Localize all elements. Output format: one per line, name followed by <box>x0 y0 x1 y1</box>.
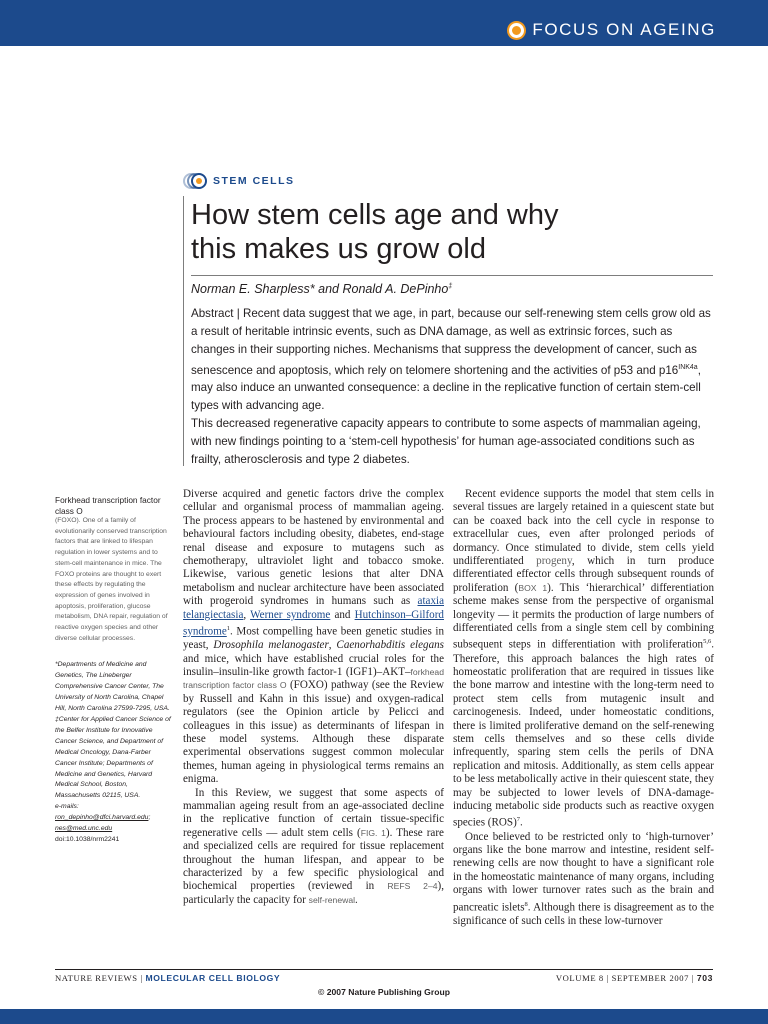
body-column-2 <box>453 488 714 928</box>
text-run: . Therefore, this approach balances the high rates of homeostatic proliferation that are required in tissues like the bone marrow and intestine with the long-term need to protect stem cells from mutagenic insult and carcinogenesis. Indeed, under homeostatic conditions, there is limited proliferative demand on the self-renewing stem cells themselves and so these cells divide infrequently, sparing stem cells the perils of DNA replication and mitosis. Additionally, as stem cells appear to be less metabolically active in their quiescent state, they may be subjected to lower levels of DNA-damage-inducing metabolic side products such as reactive oxygen species (ROS) <box>453 639 714 830</box>
footer-banner <box>0 1009 768 1024</box>
reference-mark: 5,6 <box>703 638 712 646</box>
abstract <box>191 305 713 469</box>
text-run: ). This ‘hierarchical’ differentiation scheme makes sense from the perspective of organismal longevity — it permits the production of large numbers of differentiated cells from a single stem cell by combining subsequent steps in differentiation with proliferation <box>453 581 714 652</box>
link-ataxia-telangiectasia[interactable]: ataxia telangiectasia <box>183 595 444 621</box>
figure-reference[interactable]: FIG. 1 <box>360 827 386 838</box>
glossary-term-link: forkhead transcription factor class O <box>183 666 444 691</box>
text-run: , which in turn produce differentiated effector cells through subsequent rounds of proliferation ( <box>453 555 714 594</box>
footer-journal-name: MOLECULAR CELL BIOLOGY <box>145 973 281 983</box>
emails-label: e-mails: <box>55 803 79 811</box>
section-title: FOCUS ON AGEING <box>532 20 716 39</box>
text-run: , <box>243 608 251 621</box>
doi: doi:10.1038/nrm2241 <box>55 835 120 843</box>
sidebar <box>55 495 173 846</box>
abstract-paragraph-1 <box>191 305 713 415</box>
box-reference[interactable]: BOX 1 <box>518 582 548 593</box>
reference-mark: 1 <box>226 625 231 633</box>
references-link[interactable]: REFS 2–4 <box>387 881 438 892</box>
title-rule <box>191 275 713 276</box>
emails <box>55 802 173 835</box>
section-label <box>509 20 716 40</box>
text-run: In this Review, we suggest that some aspects of mammalian ageing result from an age-associated decline in the replicative function of certain tissue-specific regenerative cells — adult stem cells ( <box>183 786 444 839</box>
abstract-text-b: , may also induce an unwanted consequence: a decline in the replicative function of certain stem-cell types with advancing age. <box>191 363 701 413</box>
footer-separator: | <box>137 973 146 983</box>
author-list <box>191 282 452 296</box>
affiliation-2: ‡Center for Applied Cancer Science of the Belfer Institute for Innovative Cancer Science, and Department of Medical Oncology, Dana-Farber Cancer Institute; Departments of Medicine and Genetics, Harvard Medical School, Boston, Massachusetts 02115, USA. <box>55 715 171 800</box>
rings-icon <box>183 172 209 190</box>
col1-paragraph-2 <box>183 787 444 908</box>
text-run: ), particularly the capacity for <box>183 880 444 906</box>
author-1: Norman E. Sharpless* <box>191 282 315 296</box>
reference-mark: 7 <box>516 816 521 824</box>
link-hutchinson-gilford-syndrome[interactable]: Hutchinson–Gilford syndrome <box>183 608 444 638</box>
text-run: Diverse acquired and genetic factors drive the complex cellular and organismal process of mammalian ageing. The process appears to be hastened by environmental and behavioural factors including obesity, diabetes, end-stage renal disease and exposure to mutagens such as chemotherapy, ultraviolet light and tobacco smoke. Likewise, various genetic lesions that alter DNA metabolism and nuclear architecture have been associated with progeroid syndromes in humans such as <box>183 488 444 608</box>
footer-rule <box>55 969 713 970</box>
reference-mark: 8 <box>524 900 528 908</box>
affiliation-1: *Departments of Medicine and Genetics, The Lineberger Comprehensive Cancer Center, The University of North Carolina, Chapel Hill, North Carolina 27599-7295, USA. <box>55 661 170 713</box>
category-label <box>183 172 295 190</box>
abstract-paragraph-2: This decreased regenerative capacity appears to contribute to some aspects of mammalian ageing, with new findings pointing to a ‘stem-cell hypothesis’ for human age-associated conditions such as frailty, atherosclerosis and type 2 diabetes. <box>191 417 701 467</box>
text-run: . <box>520 817 523 830</box>
col1-paragraph-1 <box>183 488 444 787</box>
link-werner-syndrome[interactable]: Werner syndrome <box>250 608 331 621</box>
text-run: Once believed to be restricted only to ‘high-turnover’ organs like the bone marrow and intestine, resident self-renewing cells are now thought to have a significant role in the homeostatic maintenance of many organs, including organs with lower turnover rates such as the brain and pancreatic islets <box>453 830 714 914</box>
text-run: (FOXO) pathway (see the Review by Russell and Kahn in this issue) and oxygen-radical regulators (see the Opinion article by Pelicci and colleagues in this issue) as determinants of lifespan in these model systems. Although these disparate experimental observations suggest common molecular themes, human ageing in physiological terms remains an enigma. <box>183 679 444 786</box>
title-line-1: How stem cells age and why <box>191 199 559 231</box>
text-run: , <box>328 639 337 652</box>
glossary-term-link: self-renewal <box>308 894 356 905</box>
section-dot-icon <box>509 23 524 38</box>
title-line-2: this makes us grow old <box>191 233 486 265</box>
text-run: and mice, which have established crucial roles for the insulin–insulin-like growth factor-1 (IGF1)–AKT– <box>183 652 444 678</box>
page-number: 703 <box>696 973 713 983</box>
title-left-rule <box>183 196 184 466</box>
copyright: © 2007 Nature Publishing Group <box>318 987 450 997</box>
author-2: Ronald A. DePinho <box>342 282 449 296</box>
author-2-mark: ‡ <box>448 282 453 290</box>
body-column-1 <box>183 488 444 907</box>
col2-paragraph-2 <box>453 831 714 929</box>
footer-journal <box>55 973 280 983</box>
author-separator: and <box>314 282 343 296</box>
species-name: Caenorhabditis elegans <box>336 639 444 652</box>
text-run: ). These rare and specialized cells are required for tissue replacement throughout the human lifespan, and appear to be characterized by a few specific physiological and biochemical properties (reviewed in <box>183 826 444 893</box>
article-title <box>191 198 711 266</box>
footer-issue <box>556 973 713 983</box>
email-separator: ; <box>148 814 151 822</box>
text-run: . Most compelling have been genetic studies in yeast, <box>183 625 444 652</box>
footer-volume: VOLUME 8 | SEPTEMBER 2007 | <box>555 973 697 983</box>
affiliations <box>55 660 173 835</box>
glossary-definition: (FOXO). One of a family of evolutionarily conserved transcription factors that are linked to lifespan regulation in lower systems and to stem-cell maintenance in mice. The FOXO proteins are thought to exert these effects by regulating the expression of genes involved in apoptosis, proliferation, glucose metabolism, DNA repair, regulation of reactive oxygen species and other diverse cellular processes. <box>55 517 168 642</box>
col2-paragraph-1 <box>453 488 714 831</box>
email-link-1[interactable]: ron_depinho@dfci.harvard.edu <box>55 814 149 822</box>
abstract-text-a: Abstract | Recent data suggest that we age, in part, because our self-renewing stem cells grow old as a result of heritable intrinsic events, such as DNA damage, as well as extrinsic forces, such as changes in their supporting niches. Mechanisms that suppress the development of cancer, such as senescence and apoptosis, which rely on telomere shortening and the activities of p53 and p16 <box>191 307 711 377</box>
glossary-term: Forkhead transcription factor class O <box>55 495 161 516</box>
species-name: Drosophila melanogaster <box>213 639 329 652</box>
text-run: and <box>330 608 355 621</box>
abstract-superscript: INK4a <box>678 363 698 371</box>
footer-publisher: NATURE REVIEWS <box>55 973 138 983</box>
email-link-2[interactable]: nes@med.unc.edu <box>55 825 113 833</box>
category-text: STEM CELLS <box>213 175 295 187</box>
text-run: . <box>355 893 358 906</box>
text-run: Recent evidence supports the model that stem cells in several tissues are largely retained in a quiescent state but can be coaxed back into the cell cycle in response to extracellular cues, even after prolonged periods of dormancy. Once stimulated to divide, stem cells yield undifferentiated <box>453 488 714 568</box>
text-run: . Although there is disagreement as to the significance of such cells in these low-turnover <box>453 901 714 927</box>
glossary-term-link: progeny <box>536 555 572 568</box>
